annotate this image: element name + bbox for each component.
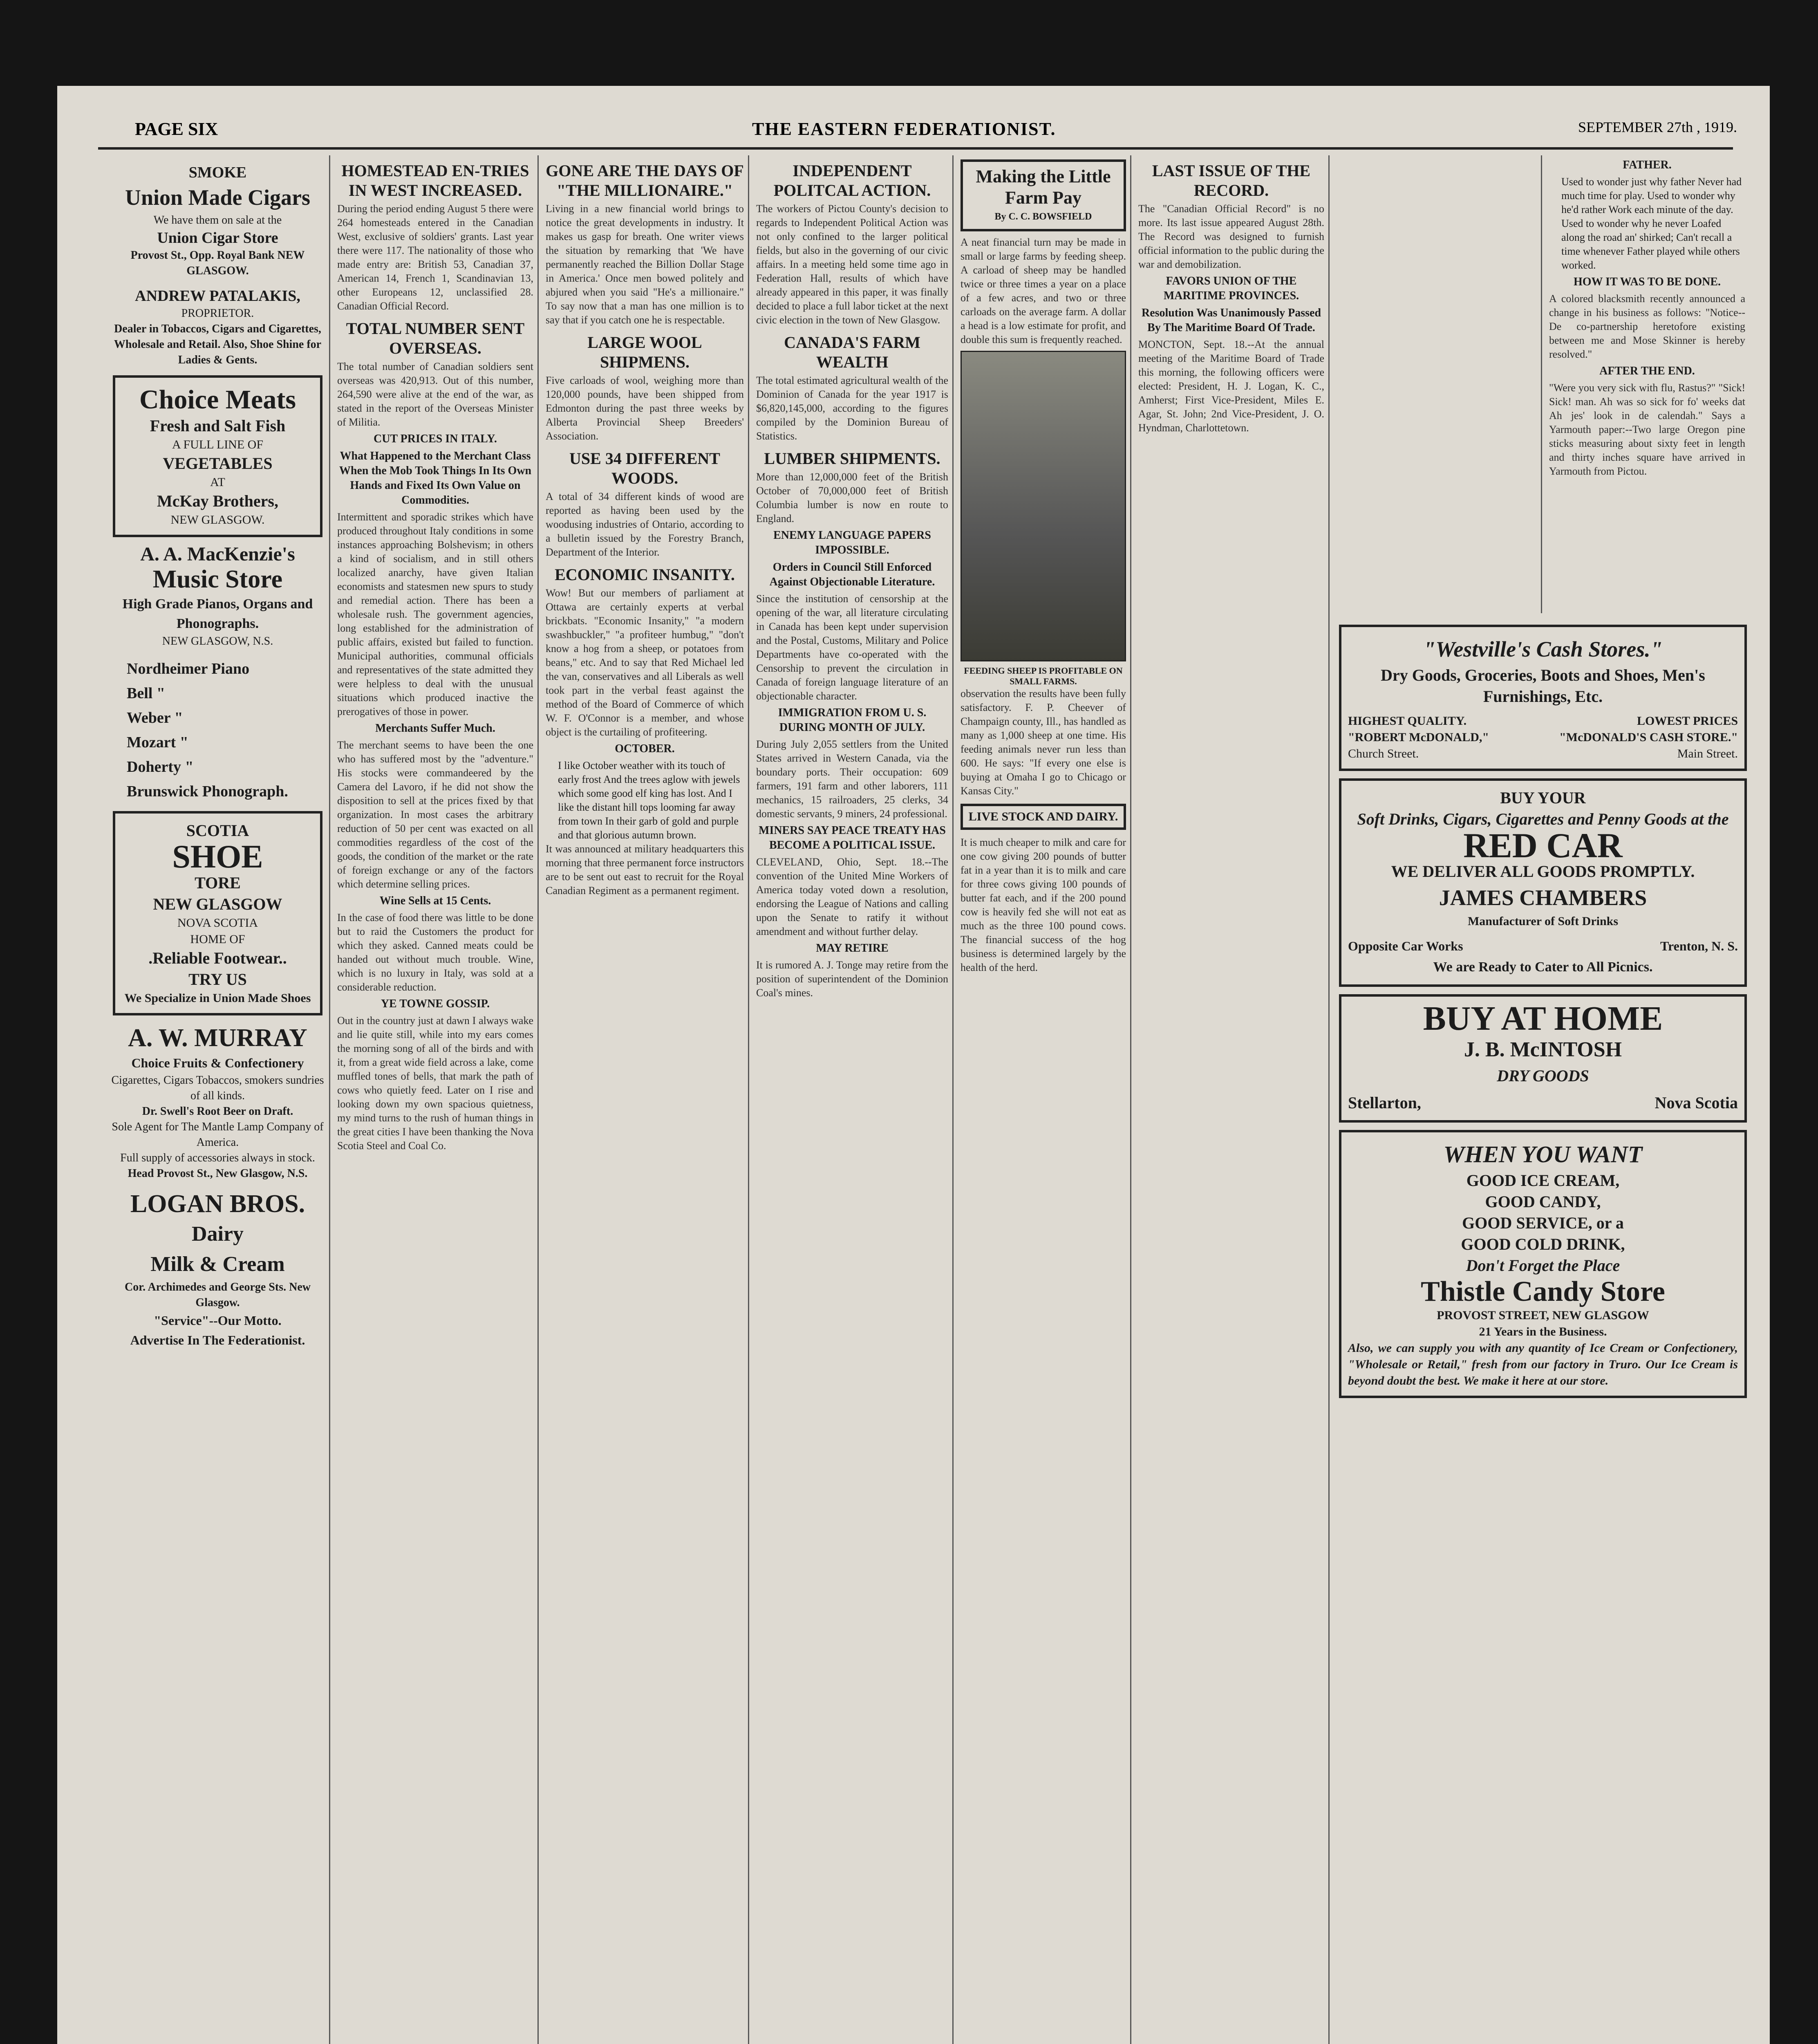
article-body: Wow! But our members of parliament at Ottawa are certainly experts at verbal brickbats. "Economic Insanity," "a modern swashbuckler," "a profiteer humbug," "don't know a hog from a sheep, or potatoes from beans," etc. And to say that Red Michael led the van, conservatives and all Liberals as well took part in the verbal feast against the method of the Board of Commerce of which W. F. O'Connor is a member, and whose object is the curtailing of profiteering. <box>546 587 744 738</box>
ad-text: TRY US <box>188 970 247 988</box>
poem-title: OCTOBER. <box>615 742 675 755</box>
article-body: A total of 34 different kinds of wood are reported as having been used by the woodusing industries of Ontario, according to a bulletin issued by the Forestry Branch, Department of the Interior. <box>546 491 744 558</box>
ad-text: "Service"--Our Motto. <box>154 1313 282 1328</box>
page-number: PAGE SIX <box>135 119 218 139</box>
ad-scotia-shoe <box>113 811 322 1015</box>
article-headline: MINERS SAY PEACE TREATY HAS BECOME A POLITICAL ISSUE. <box>759 824 946 852</box>
article-body: The total number of Canadian soldiers sent overseas was 420,913. Out of this number, 264,590 were alive at the end of the war, as stated in the report of the Overseas Minister of Militia. <box>337 361 533 428</box>
photo-caption: FEEDING SHEEP IS PROFITABLE ON SMALL FARMS. <box>964 666 1123 686</box>
list-item: Mozart " <box>127 734 188 751</box>
ad-town: NEW GLASGOW <box>153 895 282 913</box>
ad-text: HIGHEST QUALITY. <box>1348 714 1467 728</box>
ad-text: .Reliable Footwear.. <box>148 949 287 967</box>
article-body: Since the institution of censorship at the opening of the war, all literature circulating in Canada has been kept under supervision and the Postal, Customs, Military and Police Departments have co-operated with the Censorship to prevent the circulation in Canada of foreign language literature of an objectionable character. <box>756 593 948 702</box>
ad-text: 21 Years in the Business. <box>1479 1325 1607 1338</box>
article-body: The total estimated agricultural wealth of the Dominion of Canada for the year 1917 is $6,820,145,000, according to the figures compiled by the Dominion Bureau of Statistics. <box>756 374 948 442</box>
ad-title: Choice Meats <box>139 385 296 415</box>
ad-town: NEW GLASGOW. <box>170 513 265 527</box>
article-headline: CANADA'S FARM WEALTH <box>784 333 920 371</box>
masthead-title: THE EASTERN FEDERATIONIST. <box>752 119 1056 139</box>
article-body: Out in the country just at dawn I always wake and lie quite still, while into my ears comes the morning song of all of the birds and with it, from a great wide field across a lake, come muffled tones of bells, that mark the path of cows who quietly feed. Later on I rise and looking down my own spacious quietness, my mind turns to the rush of human things in the great cities I have been thanking the Nova Scotia Steel and Coal Co. <box>337 1015 533 1152</box>
ad-text: Cigarettes, Cigars Tobaccos, smokers sundries of all kinds. <box>111 1074 324 1102</box>
poem-title: FATHER. <box>1623 159 1672 171</box>
ad-town: Nova Scotia <box>1655 1094 1738 1112</box>
column-ads-right <box>1337 617 1749 2044</box>
article-headline: INDEPENDENT POLITCAL ACTION. <box>773 161 931 199</box>
ad-choice-meats <box>113 375 322 537</box>
ad-town: Stellarton, <box>1348 1094 1421 1112</box>
ad-store: Music Store <box>152 565 283 593</box>
ad-heading: BUY YOUR <box>1500 789 1586 807</box>
piano-list <box>110 657 325 804</box>
column-6 <box>1138 155 1324 613</box>
list-item: Bell " <box>127 685 165 702</box>
ad-store: McKay Brothers, <box>157 492 278 510</box>
ad-store: "ROBERT McDONALD," <box>1348 731 1489 744</box>
section-title: LIVE STOCK AND DAIRY. <box>968 810 1118 823</box>
article-headline: ENEMY LANGUAGE PAPERS IMPOSSIBLE. <box>773 529 931 556</box>
article-body: Living in a new financial world brings to notice the great developments in industry. It makes us gasp for breath. One writer views the situation by remarking that 'We have permanently reached the Billion Dollar Stage in America.' Once men bowed politely and abjured when you said "He's a millionaire." To say now that a man has one million is to say that if you catch one he is respectable. <box>546 203 744 326</box>
ad-text: Soft Drinks, Cigars, Cigarettes and Penny Goods at the <box>1357 810 1729 828</box>
article-headline: HOW IT WAS TO BE DONE. <box>1574 276 1721 288</box>
column-7 <box>1549 155 1745 613</box>
list-item: Nordheimer Piano <box>127 660 250 677</box>
ad-address: Head Provost St., New Glasgow, N.S. <box>128 1167 308 1180</box>
column-4 <box>756 155 948 2044</box>
column-divider <box>329 155 330 2044</box>
column-5 <box>960 155 1126 2044</box>
list-item: GOOD COLD DRINK, <box>1461 1235 1625 1253</box>
ad-murray <box>110 1023 325 1181</box>
ad-text: LOWEST PRICES <box>1637 714 1738 728</box>
ad-text: HOME OF <box>190 932 245 946</box>
ad-title: Union Made Cigars <box>125 185 310 210</box>
column-divider <box>748 155 749 2044</box>
ad-store: Union Cigar Store <box>157 229 278 247</box>
poem-body: Used to wonder just why father Never had much time for play. Used to wonder why he'd rather Work each minute of the day. Used to wonder why he never Loafed along the road an' shirked; Can't recall a time whenever Father played while others worked. <box>1561 176 1742 271</box>
ad-title: BUY AT HOME <box>1423 1000 1663 1038</box>
ad-text: Advertise In The Federationist. <box>130 1333 305 1347</box>
ad-logan-bros <box>110 1189 325 1350</box>
ad-text: VEGETABLES <box>163 454 273 473</box>
article-body: The workers of Pictou County's decision to regards to Independent Political Action was not only confined to the larger political fields, but also in the governing of our civic affairs. In a meeting held some time ago in Federation Hall, results of which have already appeared in this paper, it was finally decided to place a full labor ticket at the next civic election in the town of New Glasgow. <box>756 203 948 326</box>
ad-address: Provost St., Opp. Royal Bank NEW GLASGOW. <box>130 249 305 277</box>
ad-row <box>1348 935 1738 957</box>
article-headline: GONE ARE THE DAYS OF "THE MILLIONAIRE." <box>546 161 744 199</box>
ad-text: We have them on sale at the <box>153 214 282 226</box>
article-body: A neat financial turn may be made in small or large farms by feeding sheep. A carload of sheep may be handled twice or three times a year on a place of a few acres, and two or three carloads on the average farm. A dollar a head is a low estimate for profit, and double this sum is frequently reached. <box>960 236 1126 345</box>
article-body: Five carloads of wool, weighing more than 120,000 pounds, have been shipped from Edmonton during the past three weeks by Alberta Provincial Sheep Breeders' Association. <box>546 374 744 442</box>
ad-address: Cor. Archimedes and George Sts. New Glasgow. <box>125 1281 311 1309</box>
article-subhead: Wine Sells at 15 Cents. <box>379 894 491 907</box>
ad-text: Manufacturer of Soft Drinks <box>1467 914 1619 928</box>
feature-byline: By C. C. BOWSFIELD <box>994 211 1092 222</box>
ad-text: Milk & Cream <box>150 1253 285 1276</box>
ad-title: ANDREW PATALAKIS, <box>135 287 300 305</box>
poem-body: I like October weather with its touch of early frost And the trees aglow with jewels which some good elf king has lost. And I like the distant hill tops looming far away from town In their garb of gold and purple and that glorious autumn brown. <box>558 760 740 841</box>
article-body: The "Canadian Official Record" is no more. Its last issue appeared August 28th. The Record was designed to furnish official information to the public during the war and demobilization. <box>1138 203 1324 270</box>
ad-name: JAMES CHAMBERS <box>1439 885 1647 910</box>
ad-row <box>1348 729 1738 746</box>
feature-title: Making the Little Farm Pay <box>976 166 1111 208</box>
column-3 <box>546 155 744 2044</box>
ad-text: PROPRIETOR. <box>181 307 254 320</box>
ad-text: Fresh and Salt Fish <box>150 417 286 435</box>
article-headline: HOMESTEAD EN-TRIES IN WEST INCREASED. <box>341 161 529 199</box>
column-divider <box>537 155 539 2044</box>
article-body: It was announced at military headquarters this morning that three permanent force instructors are to be sent out east to recruit for the Royal Canadian Regiment as a permanent regiment. <box>546 843 744 896</box>
ad-text: Dairy <box>191 1222 244 1246</box>
ad-address: Main Street. <box>1677 747 1738 760</box>
article-body: observation the results have been fully satisfactory. F. P. Cheever of Champaign county, Ill., has handled as many as 1,000 sheep at one time. His feeding animals never run less than 600. He says: "If every one else is buying at Omaha I go to Chicago or Kansas City." <box>960 688 1126 797</box>
ad-text: Dealer in Tobaccos, Cigars and Cigarettes, Wholesale and Retail. Also, Shoe Shine for Ladies & Gents. <box>114 323 322 366</box>
ad-westville-cash-stores <box>1339 625 1747 771</box>
article-body: The merchant seems to have been the one who has suffered most by the "adventure." His stocks were commandeered by the Camera del Lavoro, if he did not show the disposition to sell at the prices fixed by that organization. In most cases the arbitrary reduction of 50 per cent was exacted on all commodities regardless of the cost of the goods, the condition of the market or the rate of foreign exchange or any of the factors which determine selling prices. <box>337 739 533 890</box>
ad-address: Opposite Car Works <box>1348 939 1463 953</box>
ad-title: SHOE <box>172 839 263 875</box>
article-body: CLEVELAND, Ohio, Sept. 18.--The convention of the United Mine Workers of America today voted down a resolution, endorsing the League of Nations and calling upon the Senate to ratify it without amendment and without further delay. <box>756 856 948 937</box>
ad-buy-at-home <box>1339 994 1747 1123</box>
ad-text: We are Ready to Cater to All Picnics. <box>1433 959 1653 975</box>
article-headline: TOTAL NUMBER SENT OVERSEAS. <box>346 319 525 357</box>
ad-text: Full supply of accessories always in stock. <box>120 1152 315 1164</box>
ad-address: Church Street. <box>1348 747 1419 760</box>
ad-row <box>1348 746 1738 762</box>
ad-text: NOVA SCOTIA <box>177 916 258 930</box>
ad-town: Trenton, N. S. <box>1660 939 1738 953</box>
column-2 <box>337 155 533 2044</box>
article-headline: USE 34 DIFFERENT WOODS. <box>569 449 720 487</box>
article-body: During the period ending August 5 there were 264 homesteads entered in the Canadian West, exclusive of soldiers' grants. Last year there were 117. The nationality of those who made entry are: British 53, Canadian 37, American 14, French 1, Scandinavian 13, other Europeans 12, unclassified 28. Canadian Official Record. <box>337 203 533 312</box>
article-headline: CUT PRICES IN ITALY. <box>374 433 497 445</box>
ad-text: High Grade Pianos, Organs and Phonographs. <box>122 596 313 631</box>
ad-title: A. A. MacKenzie's <box>140 543 295 565</box>
ad-town: NEW GLASGOW, N.S. <box>162 635 273 648</box>
ad-heading: SCOTIA <box>186 821 249 840</box>
article-subhead: Resolution Was Unanimously Passed By The Maritime Board Of Trade. <box>1141 307 1321 334</box>
ad-thistle-candy-store <box>1339 1130 1747 1398</box>
article-subhead: What Happened to the Merchant Class When the Mob Took Things In Its Own Hands and Fixed Its Own Value on Commodities. <box>339 450 532 507</box>
ad-union-cigars <box>110 163 325 279</box>
header-rule <box>98 147 1733 150</box>
ad-patalakis <box>110 286 325 368</box>
ad-text: DRY GOODS <box>1497 1067 1589 1085</box>
article-body: In the case of food there was little to be done but to raid the Customers the product for which they asked. Canned meats could be handed out without much trouble. Wine, which is no luxury in Italy, was sold at a considerable reduction. <box>337 912 533 993</box>
article-body: It is much cheaper to milk and care for one cow giving 200 pounds of butter fat in a year than it is to milk and care for three cows giving 100 pounds of butter fat each, and if the 200 pound cow is heavily fed she will not eat as much as the three 100 pound cows. The financial success of the hog business is determined largely by the health of the herd. <box>960 836 1126 973</box>
article-body: More than 12,000,000 feet of the British October of 70,000,000 feet of British Columbia lumber is now en route to England. <box>756 471 948 524</box>
ad-text: Sole Agent for The Mantle Lamp Company of America. <box>112 1121 324 1149</box>
article-subhead: Merchants Suffer Much. <box>375 722 495 735</box>
ad-heading: SMOKE <box>188 164 247 181</box>
ad-text: Choice Fruits & Confectionery <box>131 1056 304 1070</box>
article-body: MONCTON, Sept. 18.--At the annual meeting of the Maritime Board of Trade this morning, the following officers were elected: President, H. J. Logan, K. C., Amherst; First Vice-President, Miles E. Agar, St. John; 2nd Vice-President, J. O. Hyndman, Charlottetown. <box>1138 338 1324 434</box>
ad-name: J. B. McINTOSH <box>1464 1038 1622 1061</box>
column-divider <box>1328 155 1330 2044</box>
ad-title: RED CAR <box>1463 826 1623 865</box>
issue-date: SEPTEMBER 27th , 1919. <box>1578 119 1737 135</box>
article-headline: ECONOMIC INSANITY. <box>555 565 735 584</box>
article-subhead: Orders in Council Still Enforced Against Objectionable Literature. <box>769 561 935 588</box>
ad-text: Dry Goods, Groceries, Boots and Shoes, Men's Furnishings, Etc. <box>1381 666 1705 706</box>
ad-title: A. W. MURRAY <box>128 1024 307 1052</box>
feature-box <box>960 159 1126 231</box>
column-divider <box>952 155 954 2044</box>
article-headline: LUMBER SHIPMENTS. <box>764 449 940 468</box>
ad-text: A FULL LINE OF <box>172 438 264 451</box>
ad-address: PROVOST STREET, NEW GLASGOW <box>1437 1309 1649 1322</box>
ad-row <box>1348 1092 1738 1114</box>
list-item: Doherty " <box>127 758 194 775</box>
ad-title: "Westville's Cash Stores." <box>1423 637 1663 661</box>
list-item: GOOD ICE CREAM, <box>1466 1171 1620 1190</box>
ad-text: Dr. Swell's Root Beer on Draft. <box>142 1105 293 1118</box>
ad-text: Also, we can supply you with any quantity of Ice Cream or Confectionery, "Wholesale or Retail," fresh from our factory in Truro. Our Ice Cream is beyond doubt the best. We make it here at our store. <box>1348 1341 1738 1387</box>
ad-text: WE DELIVER ALL GOODS PROMPTLY. <box>1391 862 1695 881</box>
ad-red-car <box>1339 778 1747 987</box>
article-body: A colored blacksmith recently announced a change in his business as follows: "Notice--De co-partnership heretofore existing between me and Mose Skinner is hereby resolved." <box>1549 293 1745 360</box>
article-body: Intermittent and sporadic strikes which have produced throughout Italy conditions in some instances approaching Bolshevism; in others a kind of socialism, and in still others localized anarchy, have given Italian economists and statesmen new spurs to study and remedial action. There has been a wholesale rush. The government agencies, long established for the administration of public affairs, existed but failed to function. Municipal authorities, communal officials and representatives of the state admitted they were helpless to deal with the unusual situations which produced inactive the prerogatives of those in power. <box>337 511 533 717</box>
article-headline: FAVORS UNION OF THE MARITIME PROVINCES. <box>1163 275 1299 302</box>
column-divider <box>1130 155 1131 2044</box>
article-body: During July 2,055 settlers from the United States arrived in Western Canada, via the boundary ports. Their occupation: 609 farmers, 191 farm and other laborers, 111 mechanics, 15 railroaders, 25 clerks, 34 domestic servants, 9 miners, 24 professional. <box>756 738 948 820</box>
column-ads-left <box>110 155 325 2044</box>
article-headline: YE TOWNE GOSSIP. <box>381 997 490 1010</box>
sheep-photo <box>960 351 1126 661</box>
column-divider <box>1541 155 1542 613</box>
newspaper-page <box>57 86 1770 2044</box>
article-body: "Were you very sick with flu, Rastus?" "Sick! Sick! man. Ah was so sick for fo' weeks dat Ah jes' look in de calendah." Says a Yarmouth paper:--Two large Oregon pine sticks measuring about sixty feet in length and thirty inches square have arrived in Yarmouth from Pictou. <box>1549 382 1745 477</box>
section-box <box>960 804 1126 830</box>
ad-text: We Specialize in Union Made Shoes <box>124 991 311 1005</box>
article-headline: LAST ISSUE OF THE RECORD. <box>1152 161 1311 199</box>
ad-title: LOGAN BROS. <box>130 1190 305 1218</box>
ad-title: TORE <box>195 874 241 892</box>
article-headline: IMMIGRATION FROM U. S. DURING MONTH OF JULY. <box>778 706 927 734</box>
list-item: GOOD CANDY, <box>1485 1192 1601 1211</box>
page-header <box>57 119 1770 151</box>
ad-title: Thistle Candy Store <box>1421 1276 1665 1307</box>
ad-heading: WHEN YOU WANT <box>1443 1141 1643 1168</box>
list-item: GOOD SERVICE, or a <box>1462 1214 1624 1232</box>
list-item: Weber " <box>127 709 183 726</box>
ad-text: AT <box>210 475 225 489</box>
ad-store: "McDONALD'S CASH STORE." <box>1559 731 1738 744</box>
ad-text: Don't Forget the Place <box>1466 1256 1620 1275</box>
ad-mackenzie-music <box>110 545 325 649</box>
article-headline: LARGE WOOL SHIPMENS. <box>587 333 702 371</box>
list-item: Brunswick Phonograph. <box>127 783 288 800</box>
article-headline: AFTER THE END. <box>1599 365 1695 377</box>
ad-row <box>1348 713 1738 729</box>
article-headline: MAY RETIRE <box>816 942 889 955</box>
article-body: It is rumored A. J. Tonge may retire from the position of superintendent of the Dominion Coal's mines. <box>756 959 948 999</box>
